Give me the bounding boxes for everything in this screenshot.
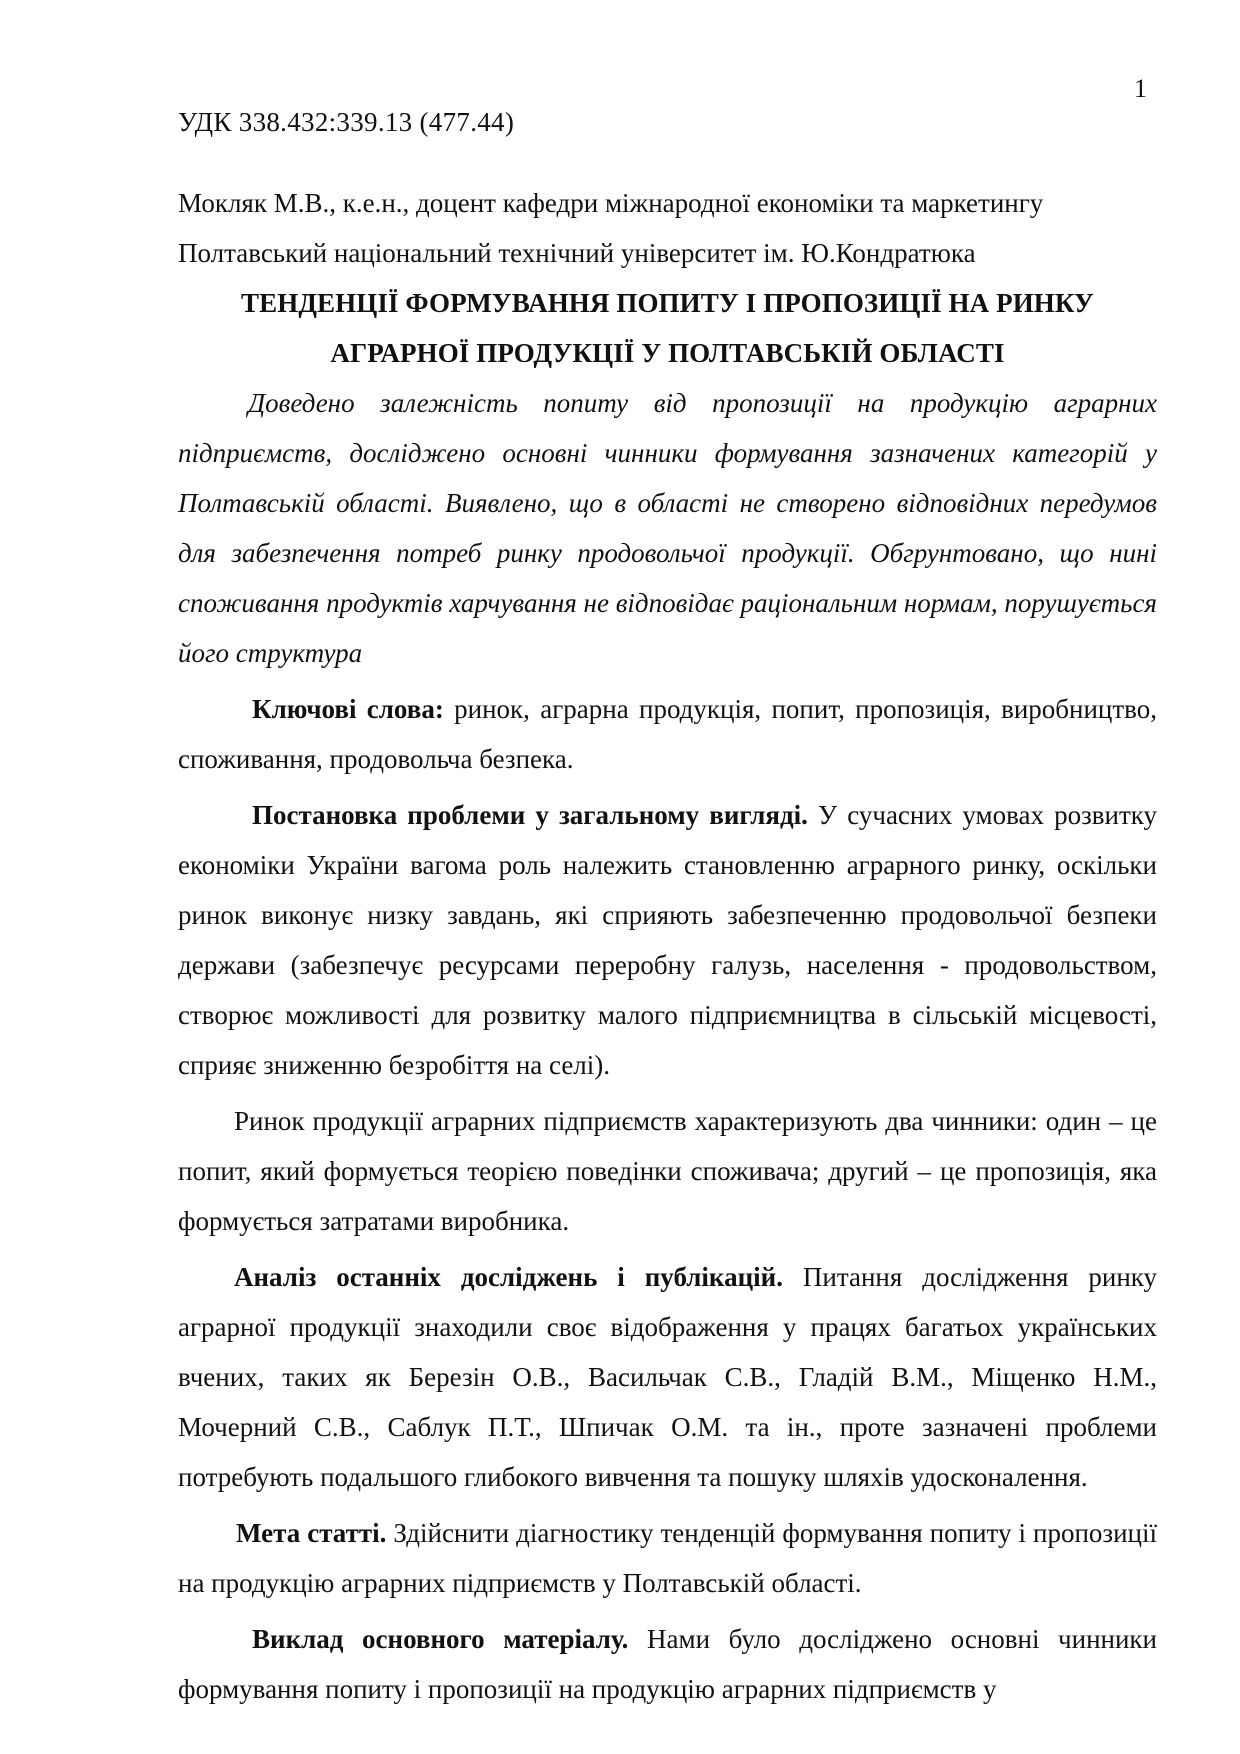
keywords-paragraph <box>178 684 1157 784</box>
keywords-text: ринок, аграрна продукція, попит, пропозиція, виробництво, споживання, продовольча безпека. <box>178 694 1157 774</box>
article-body <box>178 100 1157 1714</box>
problem-heading: Постановка проблеми у загальному вигляді. <box>252 800 808 830</box>
analysis-paragraph <box>178 1252 1157 1502</box>
article-title <box>178 278 1157 378</box>
affiliation-line: Полтавський національний технічний університет ім. Ю.Кондратюка <box>178 238 976 268</box>
goal-heading: Мета статті. <box>236 1518 387 1548</box>
abstract: Доведено залежність попиту від пропозиції на продукцію аграрних підприємств, досліджено основні чинники формування зазначених категорій у Полтавській області. Виявлено, що в області не створено відповідних передумов для забезпечення потреб ринку продовольчої продукції. Обгрунтовано, що нині споживання продуктів харчування не відповідає раціональним нормам, порушується його структура <box>178 388 1157 668</box>
goal-text: Здійснити діагностику тенденцій формування попиту і пропозиції на продукцію аграрних підприємств у Полтавській області. <box>178 1518 1157 1598</box>
market-paragraph: Ринок продукції аграрних підприємств характеризують два чинники: один – це попит, який формується теорією поведінки споживача; другий – це пропозиція, яка формується затратами виробника. <box>178 1106 1157 1236</box>
udk-code: УДК 338.432:339.13 (477.44) <box>178 107 515 137</box>
problem-text: У сучасних умовах розвитку економіки України вагома роль належить становленню аграрного ринку, оскільки ринок виконує низку завдань, які сприяють забезпеченню продовольчої безпеки держави (забезпечує ресурсами переробну галузь, населення - продовольством, створює можливості для розвитку малого підприємництва в сільській місцевості, сприяє зниженню безробіття на селі). <box>178 800 1157 1080</box>
main-text: Нами було досліджено основні чинники формування попиту і пропозиції на продукцію аграрних підприємств у <box>178 1624 1157 1704</box>
title-line-2: АГРАРНОЇ ПРОДУКЦІЇ У ПОЛТАВСЬКІЙ ОБЛАСТІ <box>330 338 1005 368</box>
goal-paragraph <box>178 1508 1157 1608</box>
title-line-1: ТЕНДЕНЦІЇ ФОРМУВАННЯ ПОПИТУ І ПРОПОЗИЦІЇ НА РИНКУ <box>241 288 1094 318</box>
page-number: 1 <box>1134 74 1147 103</box>
analysis-text: Питання дослідження ринку аграрної продукції знаходили своє відображення у працях багатьох українських вчених, таких як Березін О.В., Васильчак С.В., Гладій В.М., Міщенко Н.М., Мочерний С.В., Саблук П.Т., Шпичак О.М. та ін., проте зазначені проблеми потребують подальшого глибокого вивчення та пошуку шляхів удосконалення. <box>178 1262 1158 1492</box>
analysis-heading: Аналіз останніх досліджень і публікацій. <box>234 1262 783 1292</box>
main-heading: Виклад основного матеріалу. <box>252 1624 629 1654</box>
author-line: Мокляк М.В., к.е.н., доцент кафедри міжнародної економіки та маркетингу <box>178 188 1044 218</box>
keywords-label: Ключові слова: <box>252 694 444 724</box>
main-paragraph <box>178 1614 1157 1714</box>
problem-paragraph <box>178 790 1157 1090</box>
